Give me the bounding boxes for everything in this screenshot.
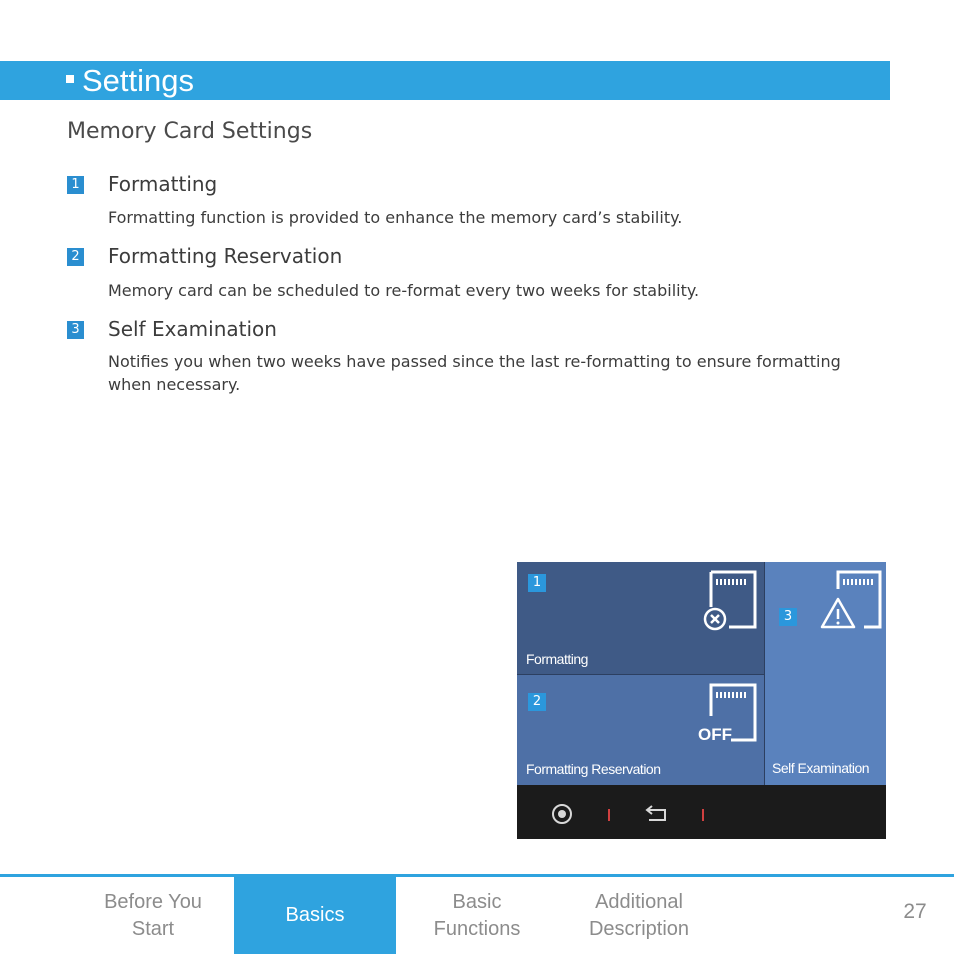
- tab-basic-functions[interactable]: [400, 877, 554, 954]
- tile-badge: 1: [528, 574, 546, 592]
- self-examination-tile[interactable]: [765, 562, 886, 785]
- title-bar: [0, 61, 890, 100]
- title-bullet-icon: [66, 75, 74, 83]
- item-number-badge: 1: [67, 176, 84, 194]
- tab-label: Before You Start: [104, 890, 202, 940]
- tile-badge: 3: [779, 608, 797, 626]
- sd-card-delete-icon: [701, 569, 759, 631]
- tile-label: Self Examination: [772, 760, 870, 776]
- device-screenshot: [517, 562, 886, 839]
- section-heading: Memory Card Settings: [67, 119, 313, 144]
- tab-label: Basic Functions: [433, 890, 521, 940]
- sd-card-off-icon: [697, 682, 759, 744]
- tile-badge: 2: [528, 693, 546, 711]
- item-description: Memory card can be scheduled to re-format every two weeks for stability.: [108, 281, 700, 300]
- device-nav-bar: [517, 785, 886, 839]
- tile-label: Formatting: [526, 651, 588, 667]
- nav-divider: [608, 809, 610, 821]
- item-title: Self Examination: [108, 317, 277, 341]
- home-icon[interactable]: [551, 803, 573, 825]
- off-icon-text: OFF: [698, 725, 732, 744]
- item-title: Formatting: [108, 172, 218, 196]
- page-number: 27: [903, 900, 927, 923]
- item-number-badge: 3: [67, 321, 84, 339]
- tile-label: Formatting Reservation: [526, 761, 661, 777]
- page-title: Settings: [82, 63, 195, 98]
- formatting-reservation-tile[interactable]: [517, 675, 765, 785]
- formatting-tile[interactable]: [517, 562, 765, 675]
- tab-label: Basics: [285, 904, 345, 926]
- tab-before-you-start[interactable]: [76, 877, 230, 954]
- tab-basics[interactable]: [234, 877, 396, 954]
- item-number-badge: 2: [67, 248, 84, 266]
- item-description: Formatting function is provided to enhance the memory card’s stability.: [108, 208, 683, 227]
- back-icon[interactable]: [643, 804, 671, 824]
- tab-label: Additional Description: [588, 890, 690, 940]
- nav-divider: [702, 809, 704, 821]
- item-description: Notifies you when two weeks have passed since the last re-formatting to ensure formatting when necessary.: [108, 352, 841, 394]
- item-title: Formatting Reservation: [108, 244, 343, 268]
- sd-card-warning-icon: [820, 569, 884, 631]
- tab-additional-description[interactable]: [560, 877, 718, 954]
